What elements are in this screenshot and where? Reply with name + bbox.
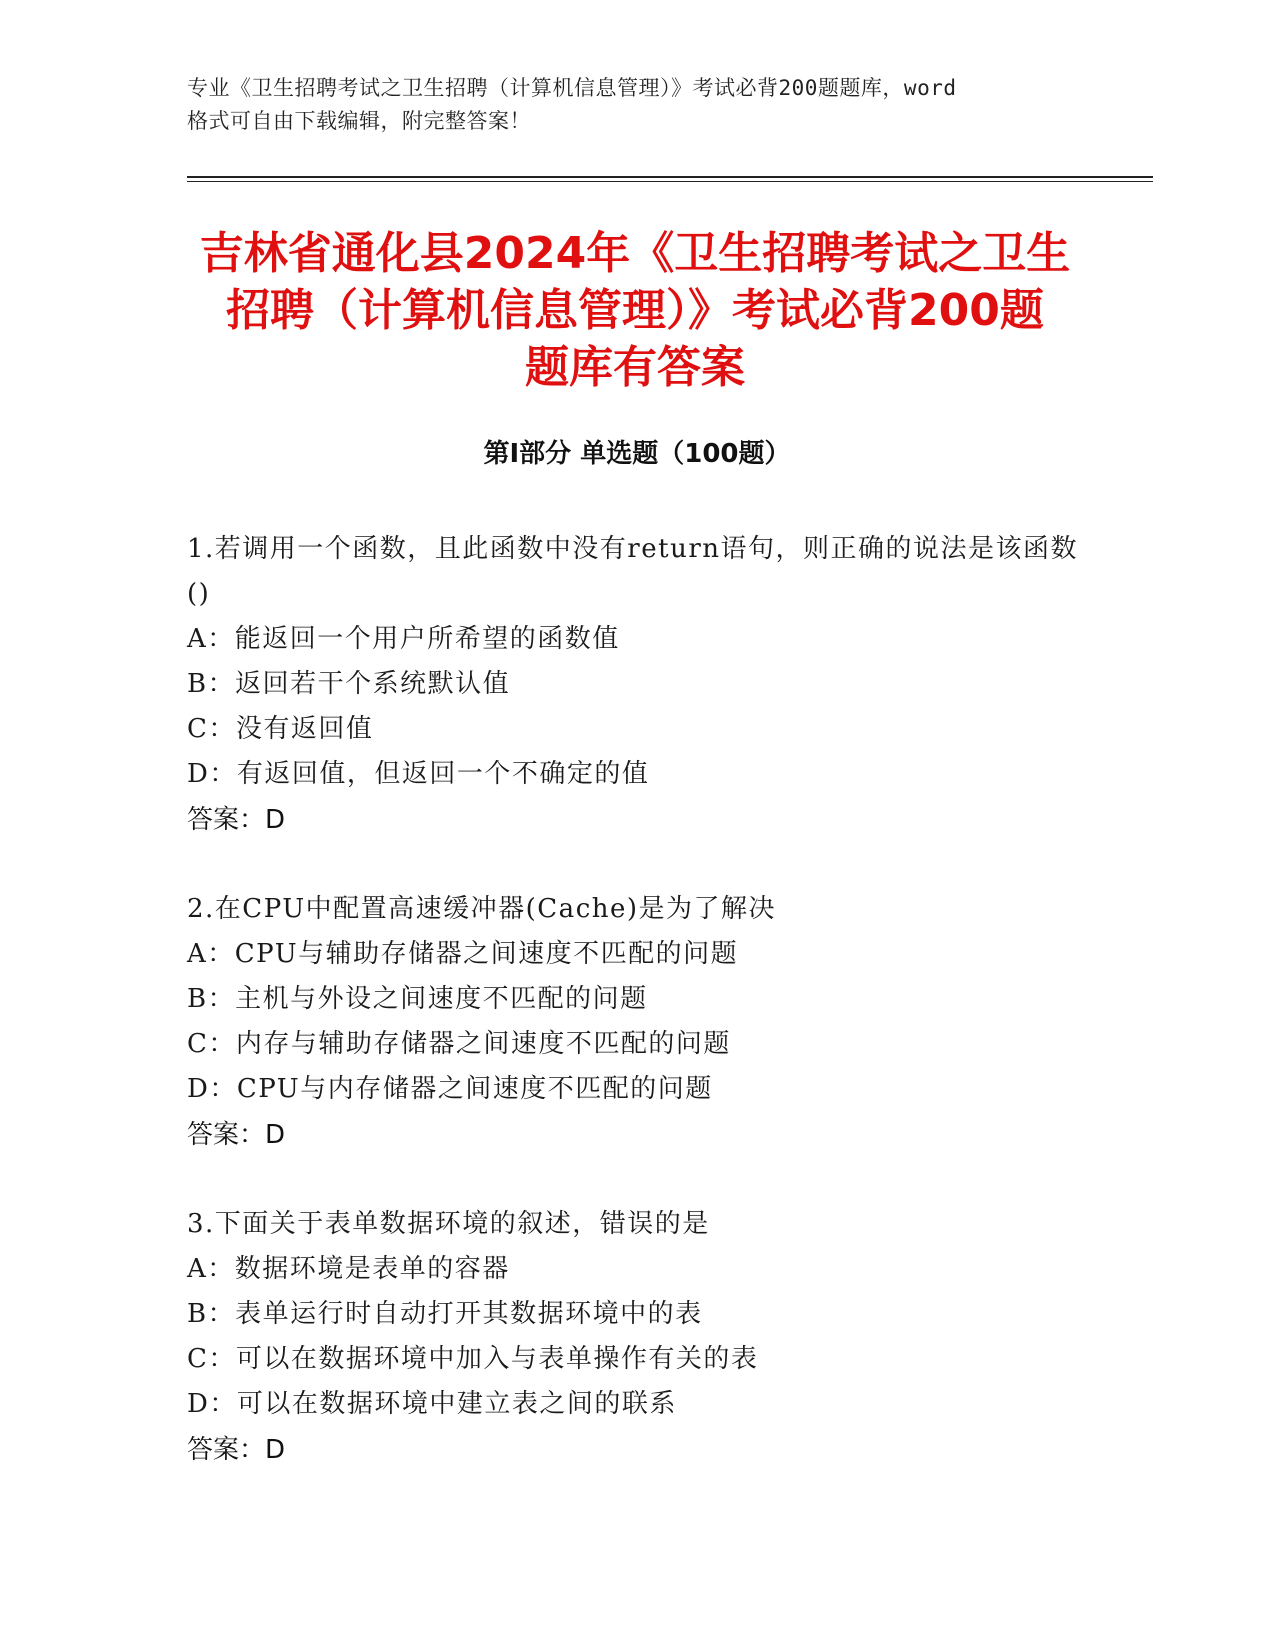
section-heading: 第Ⅰ部分 单选题（100题） [483,439,791,469]
option-a: A：能返回一个用户所希望的函数值 [187,624,620,654]
header-divider-thick [187,176,1153,178]
option-a: A：CPU与辅助存储器之间速度不匹配的问题 [187,939,739,969]
question-text: 3.下面关于表单数据环境的叙述，错误的是 [187,1209,710,1239]
intro-line-2: 格式可自由下载编辑，附完整答案！ [187,109,531,133]
option-b: B：表单运行时自动打开其数据环境中的表 [187,1299,703,1329]
intro-text [187,72,1087,138]
option-c: C：没有返回值 [187,714,374,744]
question-item [187,527,1087,843]
option-b: B：返回若干个系统默认值 [187,669,511,699]
title-line-3: 题库有答案 [525,342,745,393]
title-line-1: 吉林省通化县2024年《卫生招聘考试之卫生 [199,228,1071,279]
answer-text: 答案：D [187,805,286,835]
option-d: D：CPU与内存储器之间速度不匹配的问题 [187,1074,713,1104]
document-title [175,225,1095,396]
option-c: C：内存与辅助存储器之间速度不匹配的问题 [187,1029,731,1059]
title-line-2: 招聘（计算机信息管理）》考试必背200题 [226,285,1044,336]
question-text: 1.若调用一个函数，且此函数中没有return语句，则正确的说法是该函数() [187,534,1078,609]
answer-text: 答案：D [187,1435,286,1465]
option-a: A：数据环境是表单的容器 [187,1254,510,1284]
option-b: B：主机与外设之间速度不匹配的问题 [187,984,648,1014]
header-divider-thin [187,181,1153,182]
answer-text: 答案：D [187,1120,286,1150]
option-d: D：有返回值，但返回一个不确定的值 [187,759,650,789]
question-item [187,887,1087,1158]
option-d: D：可以在数据环境中建立表之间的联系 [187,1389,677,1419]
question-list [187,527,1087,1517]
question-item [187,1202,1087,1473]
question-text: 2.在CPU中配置高速缓冲器(Cache)是为了解决 [187,894,777,924]
option-c: C：可以在数据环境中加入与表单操作有关的表 [187,1344,759,1374]
intro-line-1: 专业《卫生招聘考试之卫生招聘（计算机信息管理）》考试必背200题题库，word [187,76,957,100]
